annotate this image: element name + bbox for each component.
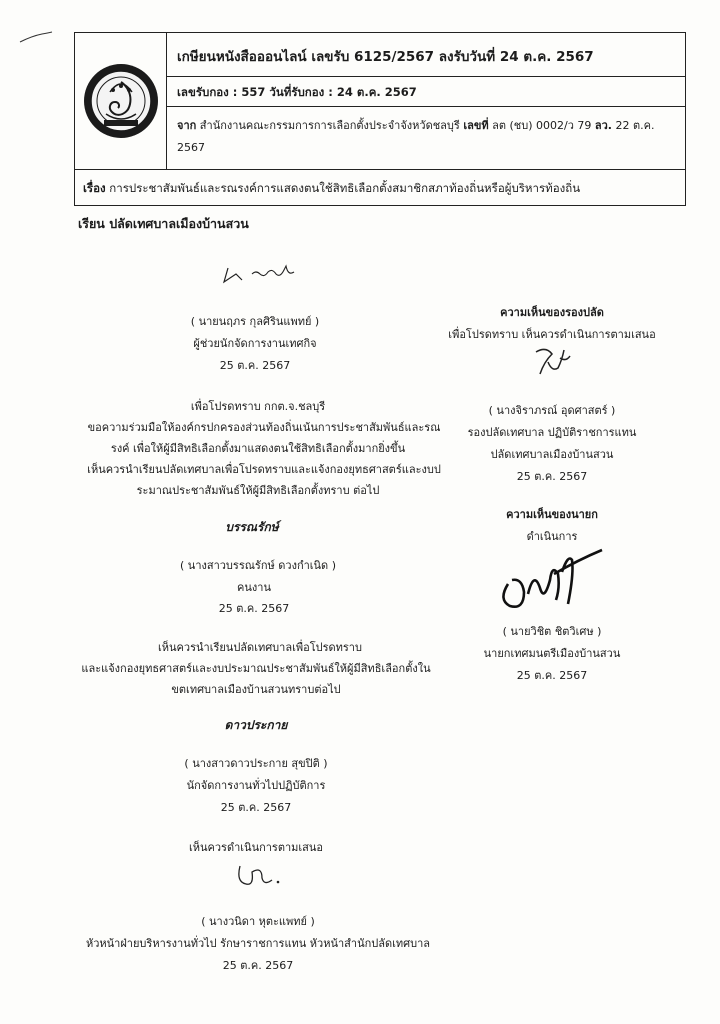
left-block3-position: นักจัดการงานทั่วไปปฏิบัติการ	[186, 779, 326, 792]
left-block4-line: เห็นควรดำเนินการตามเสนอ	[188, 841, 324, 854]
doc-no-label: เลขที่	[463, 119, 489, 132]
deputy-date: 25 ต.ค. 2567	[516, 470, 588, 483]
left-block2-line3: รงค์ เพื่อให้ผู้มีสิทธิเลือกตั้งมาแสดงตนใช้สิทธิเลือกตั้งมากยิ่งขึ้น	[110, 442, 406, 455]
from-label: จาก	[177, 119, 197, 132]
deputy-name: ( นางจิราภรณ์ อุดศาสตร์ )	[488, 404, 616, 417]
header-from-row	[167, 107, 685, 169]
left-block2-name: ( นางสาวบรรณรักษ์ ดวงกำเนิด )	[180, 559, 336, 572]
subject-line	[83, 180, 580, 198]
mayor-name: ( นายวิชิต ชิตวิเศษ )	[502, 625, 602, 638]
seal-logo-icon	[82, 62, 160, 140]
deputy-position2: ปลัดเทศบาลเมืองบ้านสวน	[490, 448, 614, 461]
receive-info: เลขรับกอง : 557 วันที่รับกอง : 24 ต.ค. 2567	[177, 85, 417, 99]
deputy-position1: รองปลัดเทศบาล ปฏิบัติราชการแทน	[467, 426, 637, 439]
header-subject-row	[75, 169, 685, 205]
from-info	[177, 115, 677, 159]
mayor-opinion: ดำเนินการ	[526, 530, 578, 543]
left-block2-line2: ขอความร่วมมือให้องค์กรปกครองส่วนท้องถิ่นเน้นการประชาสัมพันธ์และรณ	[87, 421, 441, 434]
left-block3-line3: ขตเทศบาลเมืองบ้านสวนทราบต่อไป	[171, 683, 341, 696]
left-block2-position: คนงาน	[237, 581, 271, 594]
left-block4-name: ( นางวนิดา หุตะแพทย์ )	[201, 915, 315, 928]
header-title-row	[167, 33, 685, 77]
from-office: สำนักงานคณะกรรมการการเลือกตั้งประจำจังหวัดชลบุรี	[199, 119, 460, 132]
left-block1-name: ( นายนฤภร กุลศิรินแพทย์ )	[190, 315, 320, 328]
signature-wichit	[494, 544, 610, 614]
pen-stroke-mark	[18, 30, 58, 44]
addressee: เรียน ปลัดเทศบาลเมืองบ้านสวน	[78, 216, 249, 231]
subject-label: เรื่อง	[83, 181, 106, 195]
left-block2-date: 25 ต.ค. 2567	[218, 602, 290, 615]
left-block2-line1: เพื่อโปรดทราบ กกต.จ.ชลบุรี	[190, 400, 326, 413]
left-block3-date: 25 ต.ค. 2567	[220, 801, 292, 814]
doc-no: ลต (ชบ) 0002/ว 79	[492, 119, 592, 132]
municipality-seal	[75, 33, 167, 169]
subject-text: การประชาสัมพันธ์และรณรงค์การแสดงตนใช้สิทธิเลือกตั้งสมาชิกสภาท้องถิ่นหรือผู้บริหารท้องถิ่น	[109, 181, 581, 195]
left-block1-position: ผู้ช่วยนักจัดการงานเทศกิจ	[193, 337, 317, 350]
signature-wanida	[232, 862, 286, 892]
left-block2-line4: เห็นควรนำเรียนปลัดเทศบาลเพื่อโปรดทราบและแจ้งกองยุทธศาสตร์และงบป	[87, 463, 441, 476]
left-block3-name: ( นางสาวดาวประกาย สุขปิติ )	[184, 757, 328, 770]
left-block2-signature: บรรณรักษ์	[225, 520, 279, 534]
header-table	[74, 32, 686, 206]
document-title: เกษียนหนังสือออนไลน์ เลขรับ 6125/2567 ลงรับวันที่ 24 ต.ค. 2567	[177, 49, 594, 65]
signature-jiraporn	[530, 342, 574, 382]
left-block3-line1: เห็นควรนำเรียนปลัดเทศบาลเพื่อโปรดทราบ	[158, 641, 362, 654]
deputy-heading: ความเห็นของรองปลัด	[500, 306, 604, 319]
signature-narapon	[222, 262, 302, 288]
left-block4-date: 25 ต.ค. 2567	[222, 959, 294, 972]
mayor-position: นายกเทศมนตรีเมืองบ้านสวน	[483, 647, 621, 660]
left-block2-line5: ระมาณประชาสัมพันธ์ให้ผู้มีสิทธิเลือกตั้งทราบ ต่อไป	[136, 484, 380, 497]
date-label: ลว.	[594, 119, 612, 132]
left-block3-signature: ดาวประกาย	[224, 718, 288, 732]
mayor-heading: ความเห็นของนายก	[506, 508, 598, 521]
mayor-date: 25 ต.ค. 2567	[516, 669, 588, 682]
left-block3-line2: และแจ้งกองยุทธศาสตร์และงบประมาณประชาสัมพันธ์ให้ผู้มีสิทธิเลือกตั้งใน	[81, 662, 431, 675]
doc-date-part1: 22 ต.ค.	[615, 119, 655, 132]
header-receive-row	[167, 77, 685, 107]
left-block1-date: 25 ต.ค. 2567	[219, 359, 291, 372]
deputy-opinion: เพื่อโปรดทราบ เห็นควรดำเนินการตามเสนอ	[448, 328, 656, 341]
left-block4-position: หัวหน้าฝ่ายบริหารงานทั่วไป รักษาราชการแทน หัวหน้าสำนักปลัดเทศบาล	[85, 937, 431, 950]
doc-date-part2: 2567	[177, 141, 205, 154]
